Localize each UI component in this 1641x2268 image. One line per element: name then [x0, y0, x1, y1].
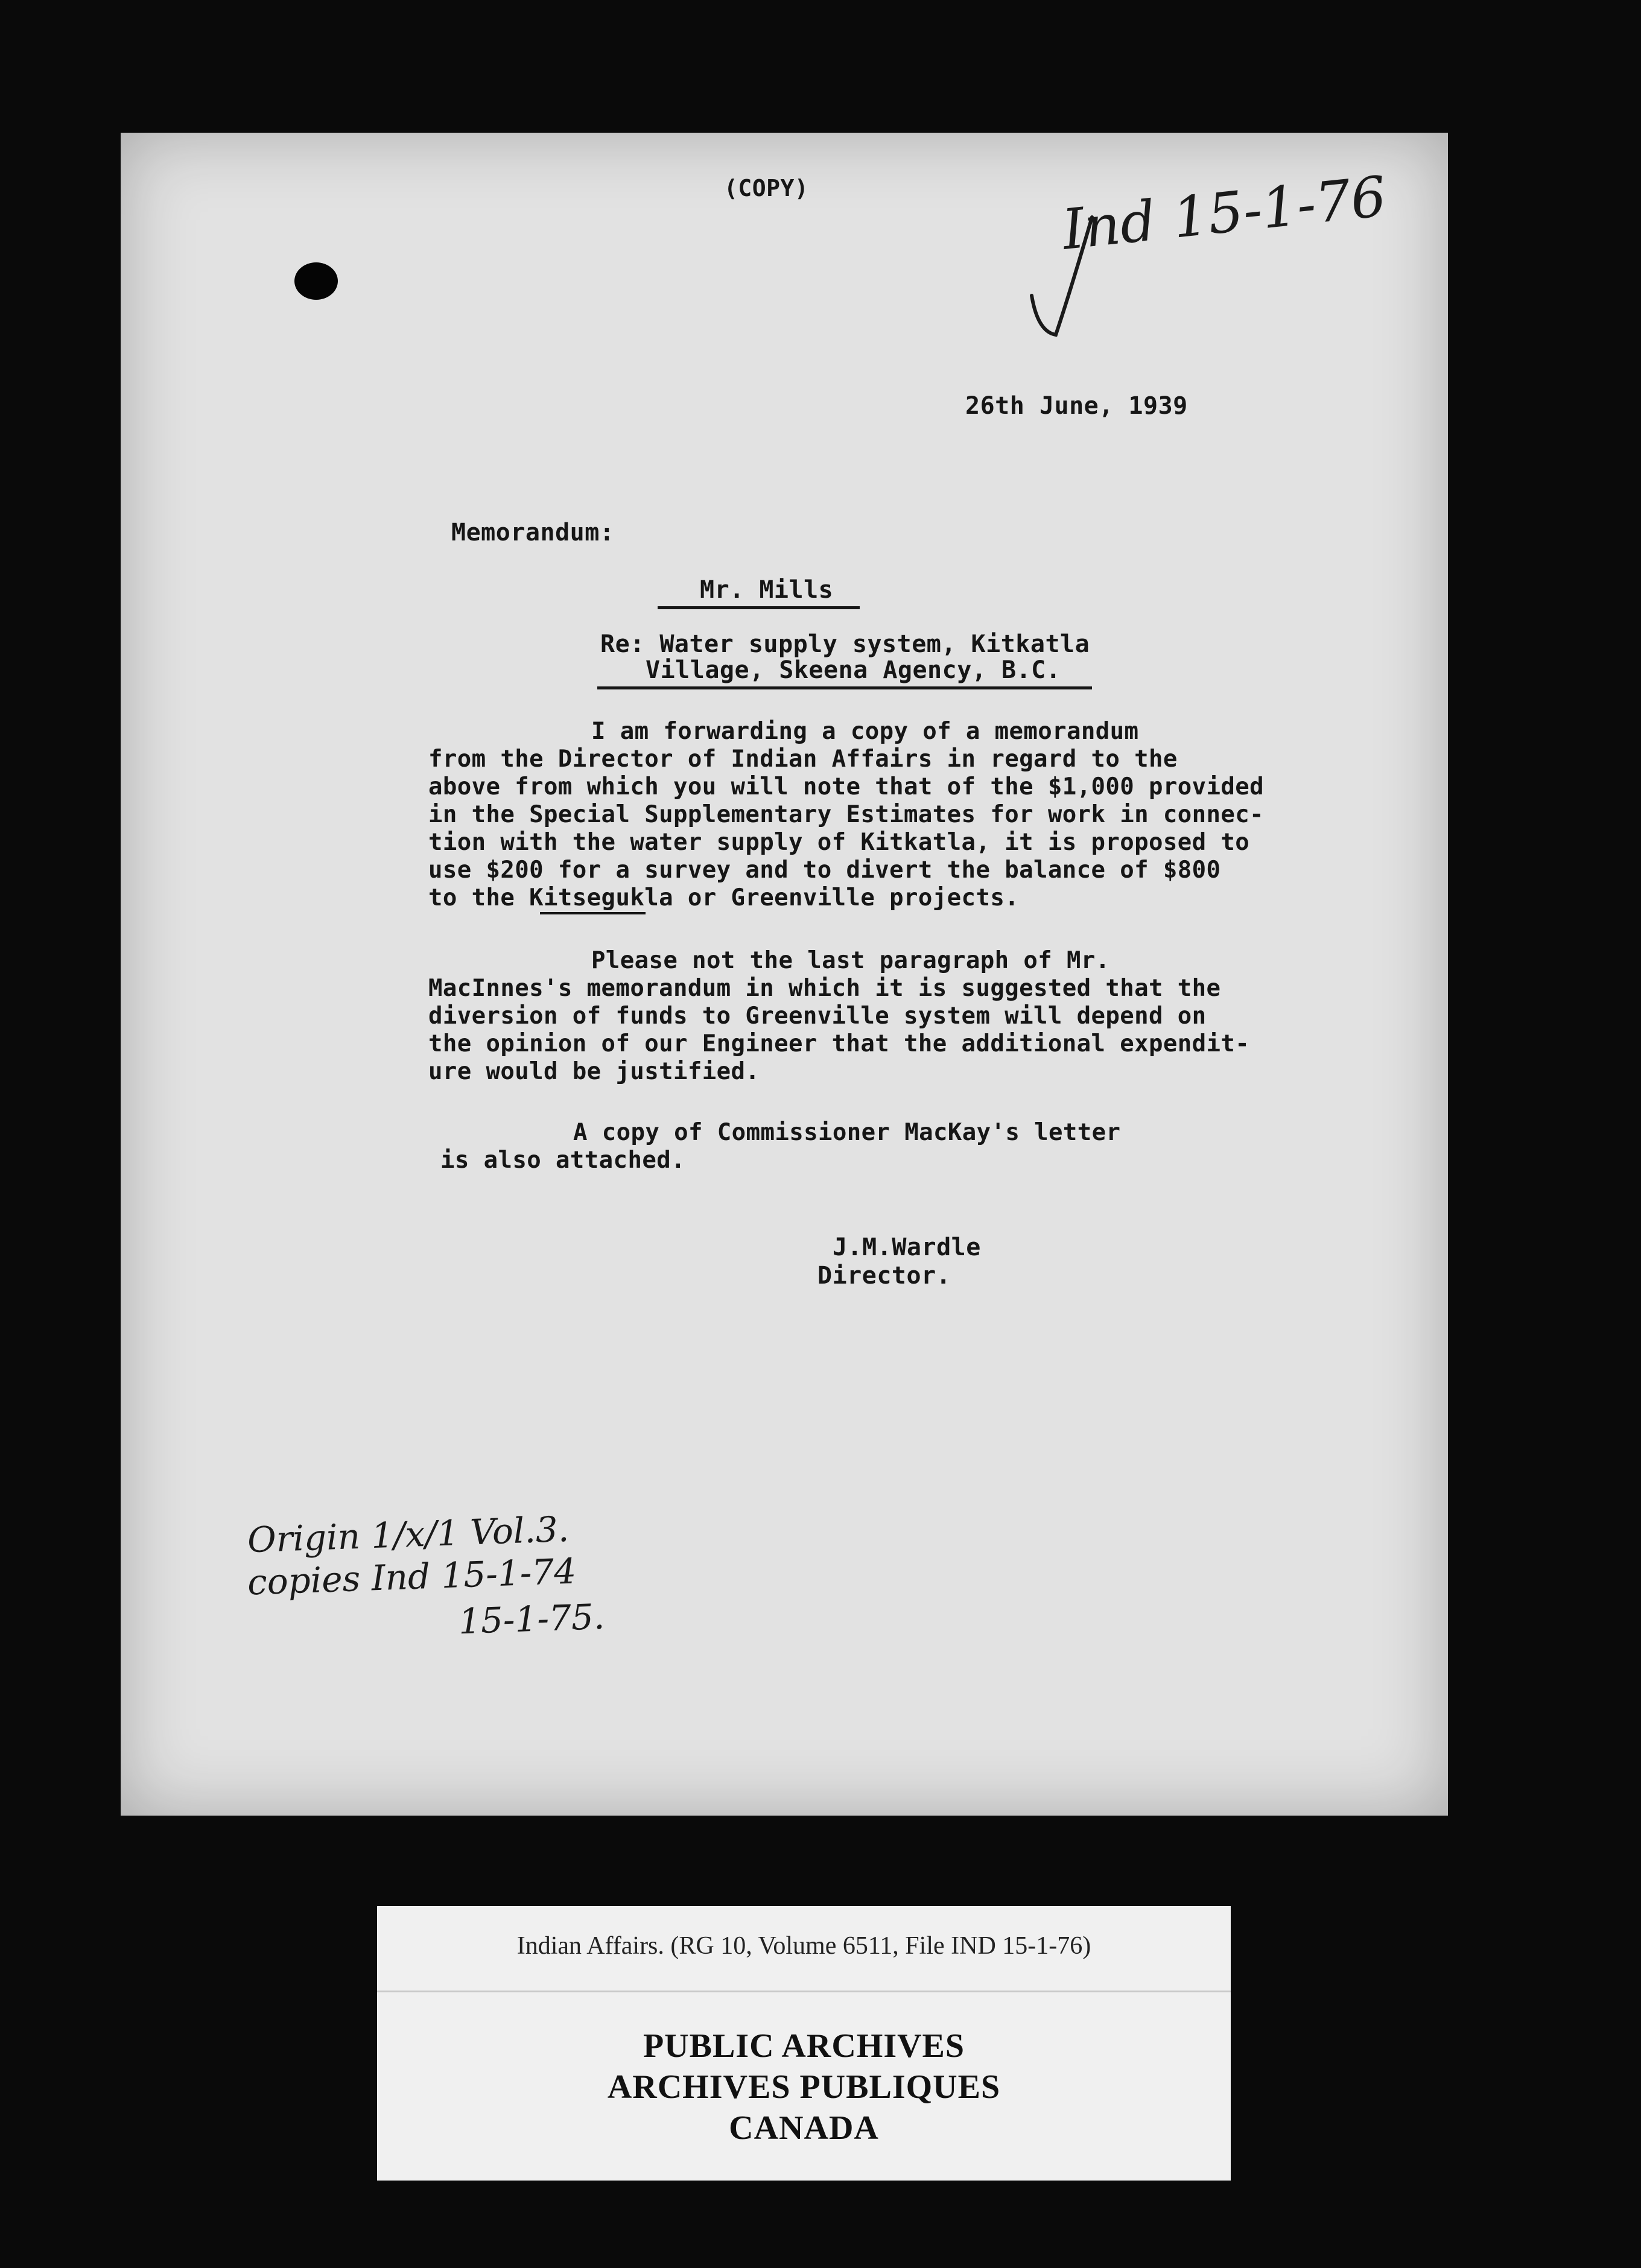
- subject-line-2: Village, Skeena Agency, B.C.: [646, 656, 1061, 684]
- subject-underline: [597, 686, 1092, 689]
- paragraph-line: MacInnes's memorandum in which it is suggested that the: [428, 975, 1221, 1002]
- paragraph-2: [428, 947, 1249, 1086]
- memo-date: 26th June, 1939: [965, 392, 1188, 420]
- signature-name: J.M.Wardle: [833, 1234, 981, 1261]
- copy-mark: (COPY): [724, 175, 809, 201]
- document-page: [121, 133, 1448, 1816]
- archive-line-2: ARCHIVES PUBLIQUES: [607, 2068, 1001, 2106]
- paragraph-1: [428, 718, 1264, 912]
- archive-line-1: PUBLIC ARCHIVES: [643, 2027, 965, 2065]
- paragraph-line: is also attached.: [440, 1147, 685, 1174]
- paragraph-line: to the Kitsegukla or Greenville projects.: [428, 884, 1020, 911]
- subject-line-1: Re: Water supply system, Kitkatla: [600, 630, 1090, 658]
- kitsegukla-underline: [540, 912, 646, 914]
- recipient: Mr. Mills: [700, 576, 834, 604]
- file-annotation-handwritten: Ind 15-1-76: [1059, 164, 1389, 262]
- paragraph-line: Please not the last paragraph of Mr.: [591, 947, 1110, 974]
- paragraph-line: I am forwarding a copy of a memorandum: [591, 718, 1139, 745]
- punch-hole: [294, 262, 338, 300]
- signature-title: Director.: [817, 1262, 951, 1290]
- paragraph-line: from the Director of Indian Affairs in regard to the: [428, 746, 1178, 773]
- citation-strip: [377, 1906, 1231, 1992]
- memo-label: Memorandum:: [451, 519, 615, 546]
- archive-citation: Indian Affairs. (RG 10, Volume 6511, File IND 15-1-76): [516, 1932, 1091, 1960]
- paragraph-line: diversion of funds to Greenville system will depend on: [428, 1003, 1207, 1030]
- archive-label: [377, 1906, 1231, 2181]
- paragraph-line: ure would be justified.: [428, 1058, 760, 1085]
- paragraph-line: tion with the water supply of Kitkatla, it is proposed to: [428, 829, 1250, 856]
- recipient-underline: [658, 606, 860, 609]
- paragraph-line: the opinion of our Engineer that the additional expendit-: [428, 1030, 1250, 1057]
- margin-note-line-2: copies Ind 15-1-74: [246, 1550, 577, 1603]
- margin-note-line-1: Origin 1/x/1 Vol.3.: [246, 1508, 570, 1561]
- paragraph-line: in the Special Supplementary Estimates for work in connec-: [428, 801, 1265, 828]
- archive-line-3: CANADA: [729, 2109, 879, 2147]
- paragraph-line: above from which you will note that of the $1,000 provided: [428, 773, 1265, 800]
- paragraph-line: use $200 for a survey and to divert the balance of $800: [428, 857, 1221, 884]
- margin-note-line-3: 15-1-75.: [457, 1595, 606, 1642]
- checkmark-icon: [1014, 205, 1104, 344]
- paragraph-line: A copy of Commissioner MacKay's letter: [573, 1119, 1121, 1146]
- paragraph-3: [440, 1119, 1120, 1174]
